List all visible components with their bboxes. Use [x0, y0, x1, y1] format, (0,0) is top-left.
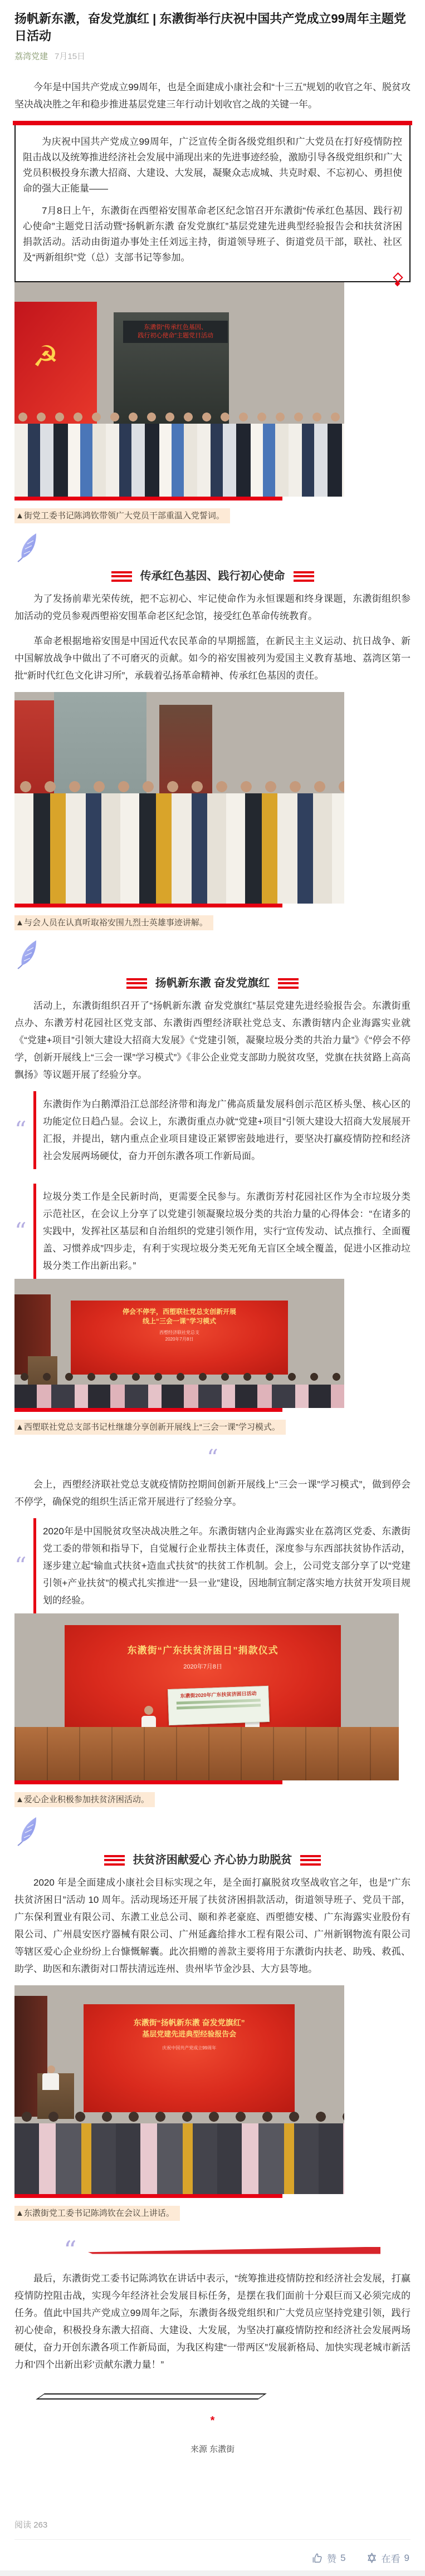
photo-caption: ▲爱心企业积极参加扶贫济困活动。: [14, 1792, 155, 1807]
blockquote: “ 东漖街作为白鹅潭沿江总部经济带和海龙广佛高质量发展科创示范区桥头堡、核心区的功能定位日趋凸显。会议上，东漖街重点办就“党建+项目”引领大建设大招商大发展展开汇报，并提出，辖内重点企业项目建设正紧锣密鼓地进行，要坚决打赢疫情防控和经济社会发展两场硬仗，奋力开创东漖各项工作新局面。: [14, 1091, 411, 1169]
photo-underline: [14, 2194, 282, 2198]
star-ornament: *: [210, 2415, 215, 2427]
audience: [14, 2109, 344, 2123]
quote-icon: “: [207, 1445, 218, 1471]
photo-underline: [14, 497, 282, 501]
quote-icon: “: [14, 1116, 27, 1144]
bottom-strip: [0, 2570, 425, 2576]
donation-check-board: 东漖街2020年广东扶贫济困日活动: [168, 1686, 270, 1725]
hammer-sickle-icon: ☭: [32, 340, 59, 373]
thumb-up-icon: [311, 2552, 323, 2564]
photo-caption: ▲东漖街党工委书记陈鸿钦在会议上讲话。: [14, 2206, 180, 2221]
feather-decoration: [16, 532, 39, 563]
speaker: [47, 2065, 55, 2073]
photo-oath-ceremony[interactable]: [14, 282, 344, 497]
quote-icon: “: [14, 1217, 27, 1245]
photo-caption: ▲西塱联社党总支部书记杜继雄分享创新开展线上“三会一课”学习模式。: [14, 1420, 286, 1435]
triple-bar-icon: [111, 571, 132, 582]
outline-divider: [36, 2393, 267, 2400]
stage-screen: 停会不停学，西塱联社党总支创新开展 线上“三会一课”学习模式 西塱经济联社党总支 2020年7月8日: [71, 1301, 289, 1375]
photo-donation-ceremony[interactable]: [14, 1613, 399, 1780]
source-line: 来源 东漖街: [190, 2445, 235, 2454]
photo-museum-visit[interactable]: [14, 692, 344, 904]
read-count: 阅读 263: [14, 2520, 48, 2530]
led-banner: 东漖街“传承红色基因、 践行初心使命”主题党日活动: [123, 321, 228, 343]
red-wedge-bar: [88, 2247, 380, 2254]
byline: [14, 50, 411, 62]
feather-decoration: [16, 939, 39, 970]
account-name[interactable]: 荔湾党建: [14, 52, 48, 61]
section-heading-3: 扶贫济困献爱心 齐心协力助脱贫: [14, 1853, 411, 1867]
triple-bar-icon: [104, 1855, 125, 1866]
highlight-box: [14, 121, 411, 282]
paragraph: 活动上，东漖街组织召开了“扬帆新东漖 奋发党旗红”基层党建先进经验报告会。东漖街重点办、东漖芳村花园社区党支部、东漖街西塱经济联社党总支、东漖街辖内企业海露实业就《“党建+项目”引领大建设大招商大发展》《“党建引领，凝聚垃圾分类的共治力量”》《“停会不停学，创新开展线上“三会一课”学习模式”》《非公企业党支部助力脱贫攻坚，党旗在扶贫路上高高飘扬》等议题开展了经验分享。: [14, 1000, 411, 1080]
wow-icon: [366, 2552, 378, 2564]
audience: [14, 1370, 344, 1385]
photo-caption: ▲与会人员在认真听取裕安围九烈士英雄事迹讲解。: [14, 915, 213, 930]
paragraph: 2020 年是全面建成小康社会目标实现之年，是全面打赢脱贫攻坚战收官之年，也是“广东扶贫济困日”活动 10 周年。活动现场还开展了扶贫济困捐款活动，街道领导班子、党员干部，广东保利置业有限公司、东漖工业总公司、颐和养老豪庭、西塱德安楼、广东海露实业股份有限公司、广州晨安医疗器械有限公司、广州延鑫给排水工程有限公司、广州新钢物流有限公司等辖区爱心企业纷纷上台慷慨解囊。此次捐赠的善款主要将用于东漖街内扶老、助残、救孤、助学、助医和东漖街对口帮扶清远连州、贵州毕节金沙县、大方县等地。: [14, 1877, 411, 1974]
publish-date: 7月15日: [55, 52, 86, 61]
intro-paragraph: 今年是中国共产党成立99周年，也是全面建成小康社会和“十三五”规划的收官之年、脱贫攻坚决战决胜之年和稳步推进基层党建三年行动计划收官之战的关键一年。: [14, 82, 411, 110]
paragraph: 为了发扬前辈光荣传统，把不忘初心、牢记使命作为永恒课题和终身课题，东漖街组织参加活动的党员参观西塱裕安围革命老区纪念馆，接受红色革命传统教育。: [14, 593, 411, 621]
quote-icon: “: [63, 2235, 77, 2265]
closing-paragraph: 最后，东漖街党工委书记陈鸿钦在讲话中表示，“统筹推进疫情防控和经济社会发展，打赢疫情防控阻击战，实现今年经济社会发展目标任务，是摆在我们面前十分艰巨而又必须完成的任务。值此中国共产党成立99周年之际，东漖街各级党组织和广大党员应坚持党建引领，践行初心使命，积极投身东漖大招商、大建设、大发展，为坚决打赢疫情防控和经济社会发展两场硬仗，奋力开创东漖各项工作新局面，为我区构建“一带两区”发展新格局、加快实现老城市新活力和‘四个出新出彩’贡献东漖力量！”: [14, 2273, 411, 2370]
stage-screen: 东漖街“扬帆新东漖 奋发党旗红” 基层党建先进典型经验报告会 庆祝中国共产党成立99周年: [84, 2004, 295, 2113]
photo-underline: [14, 1780, 282, 1784]
photo-study-meeting[interactable]: [14, 1279, 344, 1408]
triple-bar-icon: [294, 571, 314, 582]
paragraph: 革命老根据地裕安围是中国近代农民革命的早期摇篮，在新民主主义运动、抗日战争、新中国解放战争中做出了不可磨灭的贡献。如今的裕安围被列为爱国主义教育基地、荔湾区第一批“新时代红色文化讲习所”，承载着弘扬革命精神、传承红色基因的责任。: [14, 636, 411, 681]
paragraph: 会上，西塱经济联社党总支就疫情防控期间创新开展线上“三会一课”学习模式”，做到停会不停学，确保党的组织生活正常开展进行了经验分享。: [14, 1479, 411, 1507]
photo-report-meeting[interactable]: [14, 1985, 344, 2194]
diamond-ornament: [394, 274, 402, 288]
section-heading-2: 扬帆新东漖 奋发党旗红: [14, 976, 411, 990]
box-red-top-bar: [13, 121, 412, 125]
crowd: [14, 409, 344, 424]
quote-icon: “: [14, 1552, 27, 1579]
triple-bar-icon: [126, 978, 147, 989]
feather-decoration: [16, 1816, 39, 1847]
photo-underline: [14, 1408, 282, 1412]
box-paragraph-1: 为庆祝中国共产党成立99周年，广泛宣传全街各级党组织和广大党员在打好疫情防控阻击战以及统筹推进经济社会发展中涌现出来的先进事迹经验，激励引导各级党组织和广大党员积极投身东漖大招商、大建设、大发展，凝聚众志成城、共克时艰、不忘初心、勇担使命的强大正能量——: [23, 136, 402, 194]
triple-bar-icon: [278, 978, 299, 989]
article-footer: [14, 2519, 411, 2567]
box-paragraph-2: 7月8日上午，东漖街在西塱裕安围革命老区纪念馆召开东漖街“传承红色基因、践行初心使命”主题党日活动暨“扬帆新东漖 奋发党旗红”基层党建先进典型经验报告会和扶贫济困捐款活动。活动由街道办事处主任刘远主持，街道领导班子、街道党员干部，联社、社区及“两新组织”党（总）支部书记等参加。: [23, 205, 402, 263]
blockquote: “ 2020年是中国脱贫攻坚决战决胜之年。东漖街辖内企业海露实业在荔湾区党委、东漖街党工委的带领和指导下，自觉履行企业帮扶主体责任，深度参与东西部扶贫协作活动，逐步建立起“输血式扶贫+造血式扶贫”的扶贫工作机制。会上，公司党支部分享了以“党建引领+产业扶贫”的模式扎实推进“一县一业”建设，因地制宜制定落实地方扶贫开发项目规划的经验。: [14, 1518, 411, 1613]
article-title: 扬帆新东漖，奋发党旗红 | 东漖街举行庆祝中国共产党成立99周年主题党日活动: [14, 12, 406, 43]
quote-banner: [63, 2235, 411, 2265]
like-button[interactable]: 赞 5: [311, 2551, 345, 2565]
wow-button[interactable]: 在看 9: [366, 2551, 409, 2565]
triple-bar-icon: [300, 1855, 321, 1866]
blockquote: “ 垃圾分类工作是全民新时尚，更需要全民参与。东漖街芳村花园社区作为全市垃圾分类示范社区，在会议上分享了以党建引领凝聚垃圾分类的共治力量的心得体会：“在诸多的实践中，发挥社区基层和自治组织的党建引领作用，实行“宣传发动、试点推行、全面覆盖、习惯养成”四步走，有利于实现垃圾分类无死角无盲区全域全覆盖，促进小区推动垃圾分类工作出新出彩。”: [14, 1184, 411, 1279]
reaction-bar: [14, 2540, 411, 2567]
photo-underline: [14, 904, 282, 907]
photo-caption: ▲街党工委书记陈鸿钦带领广大党员干部重温入党誓词。: [14, 508, 230, 523]
crowd: [14, 779, 344, 793]
stage-screen: 东漖街“广东扶贫济困日”捐款仪式 2020年7月8日: [65, 1625, 341, 1738]
section-heading-1: 传承红色基因、践行初心使命: [14, 569, 411, 583]
